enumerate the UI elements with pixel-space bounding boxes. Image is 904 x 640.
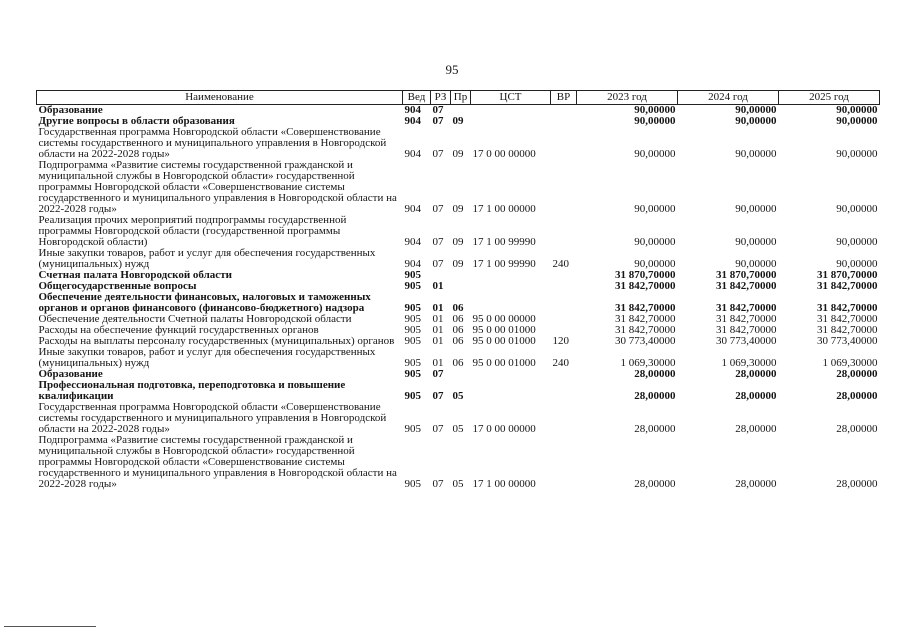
- row-pr: 06: [452, 314, 464, 325]
- row-amount-2024: 28,00000: [735, 369, 777, 380]
- row-amount-2024: 90,00000: [735, 104, 777, 116]
- row-amount-2023: 31 842,70000: [615, 325, 676, 336]
- row-cst: [471, 369, 551, 380]
- row-vr: [551, 380, 577, 402]
- row-rz: 01: [432, 336, 444, 347]
- row-vr: [551, 325, 577, 336]
- row-pr: [451, 281, 471, 292]
- row-vr: [551, 292, 577, 314]
- row-rz: 01: [432, 302, 444, 314]
- header-row: [37, 91, 880, 105]
- row-cst: 17 1 00 99990: [472, 258, 536, 270]
- table-row: [37, 402, 880, 435]
- row-amount-2025: 31 870,70000: [817, 270, 878, 281]
- row-ved: 905: [404, 270, 421, 281]
- row-rz: 01: [432, 314, 444, 325]
- row-cst: 95 0 00 00000: [472, 314, 536, 325]
- row-rz: 07: [432, 203, 444, 215]
- table-row: [37, 116, 880, 127]
- row-vr: [551, 215, 577, 248]
- row-rz: 07: [432, 104, 444, 116]
- row-ved: 905: [404, 336, 421, 347]
- row-amount-2023: 31 842,70000: [615, 302, 676, 314]
- row-rz: 01: [432, 357, 444, 369]
- header-vr: ВР: [551, 91, 577, 105]
- table-row: [37, 281, 880, 292]
- row-vr: 240: [552, 357, 569, 369]
- row-amount-2025: 31 842,70000: [817, 325, 878, 336]
- row-ved: 905: [404, 390, 421, 402]
- row-vr: [551, 402, 577, 435]
- row-amount-2023: 28,00000: [634, 390, 676, 402]
- header-2023: 2023 год: [577, 91, 678, 105]
- table-row: [37, 347, 880, 369]
- row-pr: 06: [452, 357, 464, 369]
- row-rz: 01: [432, 281, 444, 292]
- row-rz: 07: [432, 258, 444, 270]
- row-ved: 905: [404, 357, 421, 369]
- row-cst: [471, 380, 551, 402]
- header-cst: ЦСТ: [471, 91, 551, 105]
- row-pr: 06: [452, 302, 464, 314]
- row-amount-2025: 28,00000: [836, 390, 878, 402]
- row-vr: [551, 160, 577, 215]
- row-amount-2024: 31 842,70000: [716, 302, 777, 314]
- row-name: Профессиональная подготовка, переподготовка и повышение квалификации: [38, 380, 346, 402]
- row-amount-2025: 90,00000: [836, 116, 878, 127]
- row-amount-2023: 1 069,30000: [620, 357, 676, 369]
- row-vr: [551, 105, 577, 117]
- row-pr: 05: [452, 478, 464, 490]
- row-cst: 17 0 00 00000: [472, 423, 536, 435]
- row-amount-2023: 31 842,70000: [615, 281, 676, 292]
- row-pr: [451, 369, 471, 380]
- row-amount-2023: 28,00000: [634, 423, 676, 435]
- row-cst: 95 0 00 01000: [472, 336, 536, 347]
- row-ved: 905: [404, 478, 421, 490]
- header-2025: 2025 год: [779, 91, 880, 105]
- row-amount-2024: 31 842,70000: [716, 325, 777, 336]
- row-name: Государственная программа Новгородской области «Совершенствование системы государственного и муниципального управления в Новгородской области на 2022-2028 годы»: [38, 402, 387, 435]
- row-pr: 09: [452, 116, 464, 127]
- row-amount-2023: 30 773,40000: [615, 336, 676, 347]
- page-number: 95: [445, 62, 459, 77]
- row-name: Обеспечение деятельности Счетной палаты Новгородской области: [38, 314, 352, 325]
- row-ved: 905: [404, 302, 421, 314]
- row-vr: [551, 369, 577, 380]
- row-cst: [471, 281, 551, 292]
- row-amount-2025: 28,00000: [836, 478, 878, 490]
- row-ved: 905: [404, 423, 421, 435]
- row-cst: 95 0 00 01000: [472, 325, 536, 336]
- row-name: Образование: [38, 369, 103, 380]
- row-amount-2023: 90,00000: [634, 104, 676, 116]
- row-name: Государственная программа Новгородской области «Совершенствование системы государственного и муниципального управления в Новгородской области на 2022-2028 годы»: [38, 127, 387, 160]
- row-name: Реализация прочих мероприятий подпрограммы государственной программы Новгородской области (государственной программы Новгородской области): [38, 215, 347, 248]
- row-pr: 09: [452, 258, 464, 270]
- row-rz: 07: [432, 116, 444, 127]
- row-amount-2025: 31 842,70000: [817, 281, 878, 292]
- table-row: [37, 105, 880, 117]
- row-rz: 07: [432, 148, 444, 160]
- budget-table: [36, 90, 880, 490]
- row-amount-2025: 90,00000: [836, 258, 878, 270]
- header-ved: Вед: [403, 91, 431, 105]
- row-rz: [431, 270, 451, 281]
- row-amount-2025: 1 069,30000: [822, 357, 878, 369]
- row-amount-2023: 28,00000: [634, 369, 676, 380]
- row-amount-2024: 31 842,70000: [716, 281, 777, 292]
- row-amount-2024: 90,00000: [735, 148, 777, 160]
- row-amount-2025: 28,00000: [836, 369, 878, 380]
- row-amount-2024: 28,00000: [735, 478, 777, 490]
- row-ved: 905: [404, 325, 421, 336]
- row-pr: 09: [452, 203, 464, 215]
- table-row: [37, 270, 880, 281]
- row-ved: 904: [404, 258, 421, 270]
- row-pr: 09: [452, 236, 464, 248]
- row-rz: 07: [432, 423, 444, 435]
- footer-rule: [4, 626, 96, 627]
- row-vr: [551, 270, 577, 281]
- row-amount-2024: 28,00000: [735, 423, 777, 435]
- row-cst: [471, 116, 551, 127]
- row-name: Подпрограмма «Развитие системы государственной гражданской и муниципальной службы в Новгородской области» государственной программы Новгородской области «Совершенствование системы государственного и муниципального управления в Новгородской области на 2022-2028 годы»: [38, 435, 397, 490]
- row-amount-2024: 90,00000: [735, 116, 777, 127]
- table-row: [37, 160, 880, 215]
- row-amount-2023: 90,00000: [634, 203, 676, 215]
- row-amount-2024: 31 870,70000: [716, 270, 777, 281]
- row-rz: 07: [432, 369, 444, 380]
- row-amount-2025: 30 773,40000: [817, 336, 878, 347]
- row-amount-2024: 28,00000: [735, 390, 777, 402]
- row-cst: [471, 270, 551, 281]
- row-ved: 905: [404, 369, 421, 380]
- row-vr: [551, 116, 577, 127]
- row-pr: [451, 105, 471, 117]
- table-row: [37, 215, 880, 248]
- row-amount-2023: 28,00000: [634, 478, 676, 490]
- row-cst: 95 0 00 01000: [472, 357, 536, 369]
- row-rz: 07: [432, 478, 444, 490]
- row-pr: 09: [452, 148, 464, 160]
- table-row: [37, 314, 880, 325]
- row-name: Обеспечение деятельности финансовых, налоговых и таможенных органов и органов финансового (финансово-бюджетного) надзора: [38, 292, 371, 314]
- row-amount-2023: 90,00000: [634, 116, 676, 127]
- row-vr: [551, 314, 577, 325]
- row-pr: 06: [452, 336, 464, 347]
- row-rz: 07: [432, 390, 444, 402]
- row-name: Подпрограмма «Развитие системы государственной гражданской и муниципальной службы в Новгородской области» государственной программы Новгородской области «Совершенствование системы государственного и муниципального управления в Новгородской области на 2022-2028 годы»: [38, 160, 397, 215]
- row-amount-2025: 31 842,70000: [817, 302, 878, 314]
- row-cst: [471, 105, 551, 117]
- row-ved: 905: [404, 281, 421, 292]
- row-vr: [551, 281, 577, 292]
- row-name: Образование: [38, 104, 103, 116]
- table-row: [37, 435, 880, 490]
- row-cst: 17 1 00 00000: [472, 203, 536, 215]
- table-row: [37, 380, 880, 402]
- row-amount-2025: 90,00000: [836, 203, 878, 215]
- row-name: Общегосударственные вопросы: [38, 281, 197, 292]
- row-amount-2025: 31 842,70000: [817, 314, 878, 325]
- row-ved: 904: [404, 104, 421, 116]
- row-name: Счетная палата Новгородской области: [38, 270, 232, 281]
- row-name: Расходы на выплаты персоналу государственных (муниципальных) органов: [38, 336, 395, 347]
- row-ved: 905: [404, 314, 421, 325]
- row-amount-2025: 90,00000: [836, 236, 878, 248]
- row-ved: 904: [404, 116, 421, 127]
- row-amount-2024: 90,00000: [735, 236, 777, 248]
- row-amount-2024: 1 069,30000: [721, 357, 777, 369]
- table-row: [37, 369, 880, 380]
- row-vr: 120: [552, 336, 569, 347]
- table-row: [37, 292, 880, 314]
- table-row: [37, 325, 880, 336]
- row-name: Иные закупки товаров, работ и услуг для обеспечения государственных (муниципальных) нужд: [38, 248, 376, 270]
- row-name: Другие вопросы в области образования: [38, 116, 235, 127]
- row-ved: 904: [404, 203, 421, 215]
- row-name: Расходы на обеспечение функций государственных органов: [38, 325, 319, 336]
- row-rz: 01: [432, 325, 444, 336]
- row-rz: 07: [432, 236, 444, 248]
- row-amount-2023: 90,00000: [634, 236, 676, 248]
- row-pr: 06: [452, 325, 464, 336]
- row-cst: 17 0 00 00000: [472, 148, 536, 160]
- row-amount-2024: 90,00000: [735, 258, 777, 270]
- table-row: [37, 336, 880, 347]
- row-pr: 05: [452, 423, 464, 435]
- row-cst: [471, 292, 551, 314]
- row-cst: 17 1 00 99990: [472, 236, 536, 248]
- row-vr: 240: [552, 258, 569, 270]
- row-amount-2023: 31 870,70000: [615, 270, 676, 281]
- row-amount-2024: 31 842,70000: [716, 314, 777, 325]
- row-amount-2023: 90,00000: [634, 148, 676, 160]
- row-amount-2023: 90,00000: [634, 258, 676, 270]
- row-pr: [451, 270, 471, 281]
- header-2024: 2024 год: [678, 91, 779, 105]
- row-pr: 05: [452, 390, 464, 402]
- row-ved: 904: [404, 148, 421, 160]
- row-ved: 904: [404, 236, 421, 248]
- row-amount-2024: 90,00000: [735, 203, 777, 215]
- header-pr: Пр: [451, 91, 471, 105]
- row-vr: [551, 435, 577, 490]
- row-amount-2025: 28,00000: [836, 423, 878, 435]
- row-amount-2024: 30 773,40000: [716, 336, 777, 347]
- row-amount-2025: 90,00000: [836, 148, 878, 160]
- header-name: Наименование: [37, 91, 403, 105]
- row-amount-2025: 90,00000: [836, 104, 878, 116]
- table-row: [37, 248, 880, 270]
- row-cst: 17 1 00 00000: [472, 478, 536, 490]
- row-vr: [551, 127, 577, 160]
- row-name: Иные закупки товаров, работ и услуг для обеспечения государственных (муниципальных) нужд: [38, 347, 376, 369]
- row-amount-2023: 31 842,70000: [615, 314, 676, 325]
- header-rz: РЗ: [431, 91, 451, 105]
- table-row: [37, 127, 880, 160]
